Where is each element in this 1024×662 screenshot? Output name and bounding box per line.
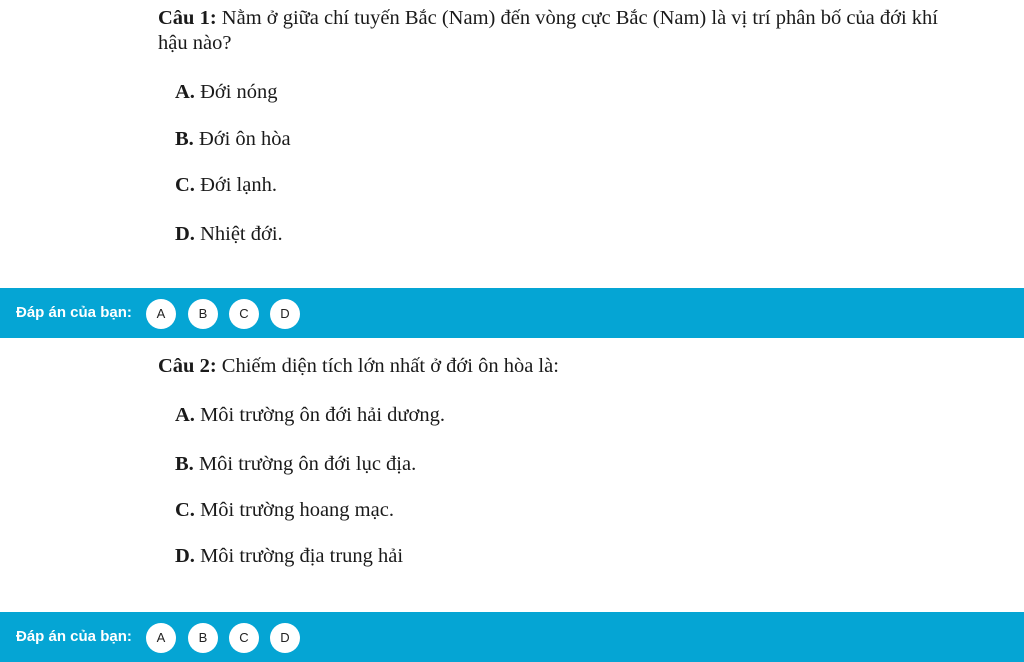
option-letter: D. [175,223,195,245]
answer-1-option-d-button[interactable]: D [270,299,300,329]
option-text: Đới lạnh. [194,174,277,196]
option-text: Môi trường hoang mạc. [194,499,394,521]
option-text: Môi trường ôn đới lục địa. [193,453,417,475]
question-1-label: Câu 1: [158,7,217,29]
answer-2-option-c-button[interactable]: C [229,623,259,653]
answer-bar-1 [0,288,1024,338]
option-text: Môi trường địa trung hải [194,545,404,567]
question-2-text [158,354,958,379]
question-2 [158,354,958,379]
answer-1-option-b-button[interactable]: B [188,299,218,329]
answer-2-option-a-button[interactable]: A [146,623,176,653]
question-1-option-c [175,173,277,197]
question-2-option-c [175,498,394,522]
question-1-option-d [175,222,283,246]
answer-1-option-c-button[interactable]: C [229,299,259,329]
answer-2-option-b-button[interactable]: B [188,623,218,653]
answer-bar-label: Đáp án của bạn: [16,628,132,645]
question-1-body: Nằm ở giữa chí tuyến Bắc (Nam) đến vòng cực Bắc (Nam) là vị trí phân bố của đới khí hậu nào? [158,7,938,54]
answer-2-option-d-button[interactable]: D [270,623,300,653]
question-2-option-b [175,452,416,476]
option-letter: B. [175,453,194,475]
question-1-option-a [175,80,278,104]
option-letter: C. [175,499,195,521]
option-text: Nhiệt đới. [194,223,283,245]
question-1 [158,6,958,56]
question-1-option-b [175,127,291,151]
question-2-label: Câu 2: [158,355,217,377]
answer-1-option-a-button[interactable]: A [146,299,176,329]
question-2-option-d [175,544,403,568]
answer-bar-label: Đáp án của bạn: [16,304,132,321]
question-2-option-a [175,403,445,427]
option-letter: D. [175,545,195,567]
option-letter: C. [175,174,195,196]
answer-bar-2 [0,612,1024,662]
option-text: Môi trường ôn đới hải dương. [194,404,445,426]
question-1-text [158,6,958,56]
option-text: Đới nóng [194,81,278,103]
question-2-body: Chiếm diện tích lớn nhất ở đới ôn hòa là: [216,355,559,377]
option-text: Đới ôn hòa [193,128,291,150]
option-letter: B. [175,128,194,150]
option-letter: A. [175,81,195,103]
option-letter: A. [175,404,195,426]
